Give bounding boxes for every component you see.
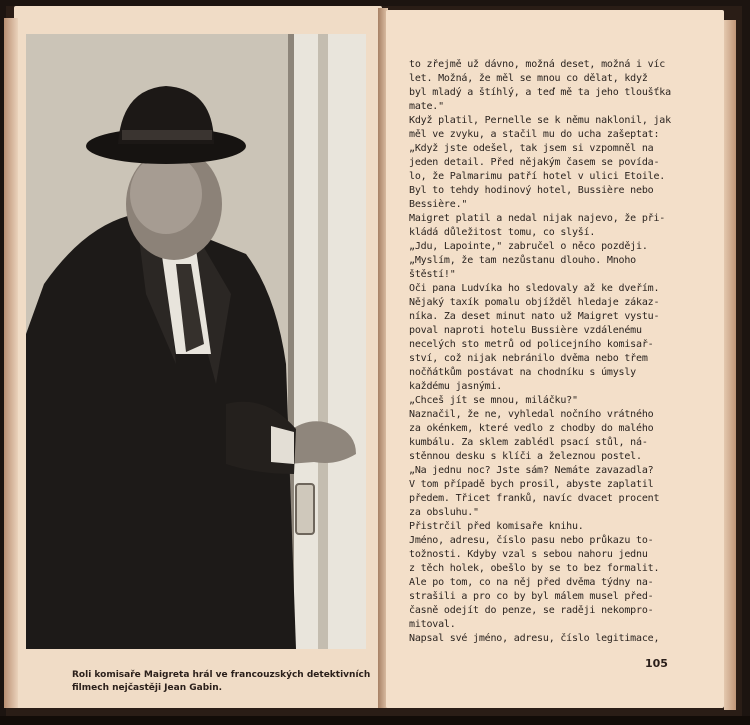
text-line: „Chceš jít se mnou, miláčku?" bbox=[409, 395, 578, 406]
caption-line: Roli komisaře Maigreta hrál ve francouzských detektivních bbox=[72, 670, 371, 680]
text-line: jeden detail. Před nějakým časem se povída- bbox=[409, 157, 660, 168]
text-line: kumbálu. Za sklem zablédl psací stůl, ná- bbox=[409, 437, 648, 448]
text-line: nočňátkům postávat na chodníku s úmysly bbox=[409, 367, 636, 378]
text-line: níka. Za deset minut nato už Maigret vystu- bbox=[409, 311, 660, 322]
text-line: V tom případě bych prosil, abyste zaplatil bbox=[409, 479, 654, 490]
text-line: časně odejít do penze, se raději nekompro- bbox=[409, 605, 654, 616]
text-line: štěstí!" bbox=[409, 269, 456, 280]
text-line: „Jdu, Lapointe," zabručel o něco později. bbox=[409, 241, 648, 252]
text-line: strašili a pro co by byl málem musel před- bbox=[409, 591, 654, 602]
text-line: Když platil, Pernelle se k němu naklonil, jak bbox=[409, 115, 671, 126]
text-line: necelých sto metrů od policejního komisař- bbox=[409, 339, 654, 350]
portrait-illustration bbox=[26, 34, 366, 649]
caption-line: filmech nejčastěji Jean Gabin. bbox=[72, 683, 223, 693]
page-number: 105 bbox=[645, 657, 668, 670]
text-line: Nějaký taxík pomalu objížděl hledaje zákaz- bbox=[409, 297, 660, 308]
text-line: poval naproti hotelu Bussière vzdálenému bbox=[409, 325, 642, 336]
text-line: „Když jste odešel, tak jsem si vzpomněl na bbox=[409, 143, 654, 154]
text-line: za okénkem, které vedlo z chodby do malého bbox=[409, 423, 654, 434]
text-line: Napsal své jméno, adresu, číslo legitimace, bbox=[409, 633, 660, 644]
text-line: Jméno, adresu, číslo pasu nebo průkazu to- bbox=[409, 535, 654, 546]
text-line: ství, což nijak nebránilo dvěma nebo třem bbox=[409, 353, 648, 364]
text-line: let. Možná, že měl se mnou co dělat, když bbox=[409, 73, 648, 84]
text-line: Naznačil, že ne, vyhledal nočního vrátného bbox=[409, 409, 654, 420]
body-text bbox=[409, 58, 679, 646]
photo-jean-gabin bbox=[26, 34, 366, 649]
text-line: byl mladý a štíhlý, a teď mě ta jeho tloušťka bbox=[409, 87, 671, 98]
text-line: Přistrčil před komisaře knihu. bbox=[409, 521, 584, 532]
text-line: kládá důležitost tomu, co slyší. bbox=[409, 227, 596, 238]
text-line: z těch holek, obešlo by se to bez formalit. bbox=[409, 563, 660, 574]
text-line: stěnnou desku s klíči a železnou postel. bbox=[409, 451, 642, 462]
text-line: každému jasnými. bbox=[409, 381, 503, 392]
text-line: Bessière." bbox=[409, 199, 468, 210]
text-line: Maigret platil a nedal nijak najevo, že při- bbox=[409, 213, 666, 224]
photo-caption bbox=[72, 669, 372, 695]
text-line: „Myslím, že tam nezůstanu dlouho. Mnoho bbox=[409, 255, 636, 266]
text-line: Oči pana Ludvíka ho sledovaly až ke dveřím. bbox=[409, 283, 660, 294]
text-line: Ale po tom, co na něj před dvěma týdny na- bbox=[409, 577, 654, 588]
text-line: mate." bbox=[409, 101, 444, 112]
text-line: měl ve zvyku, a stačil mu do ucha zašeptat: bbox=[409, 129, 660, 140]
text-line: tožnosti. Kdyby vzal s sebou nahoru jednu bbox=[409, 549, 648, 560]
text-line: to zřejmě už dávno, možná deset, možná i víc bbox=[409, 59, 666, 70]
text-line: lo, že Palmarimu patří hotel v ulici Etoile. bbox=[409, 171, 666, 182]
book-edge bbox=[0, 716, 750, 725]
text-line: za obsluhu." bbox=[409, 507, 479, 518]
text-line: předem. Třicet franků, navíc dvacet procent bbox=[409, 493, 660, 504]
text-line: „Na jednu noc? Jste sám? Nemáte zavazadla? bbox=[409, 465, 654, 476]
text-line: Byl to tehdy hodinový hotel, Bussière nebo bbox=[409, 185, 654, 196]
text-line: mitoval. bbox=[409, 619, 456, 630]
